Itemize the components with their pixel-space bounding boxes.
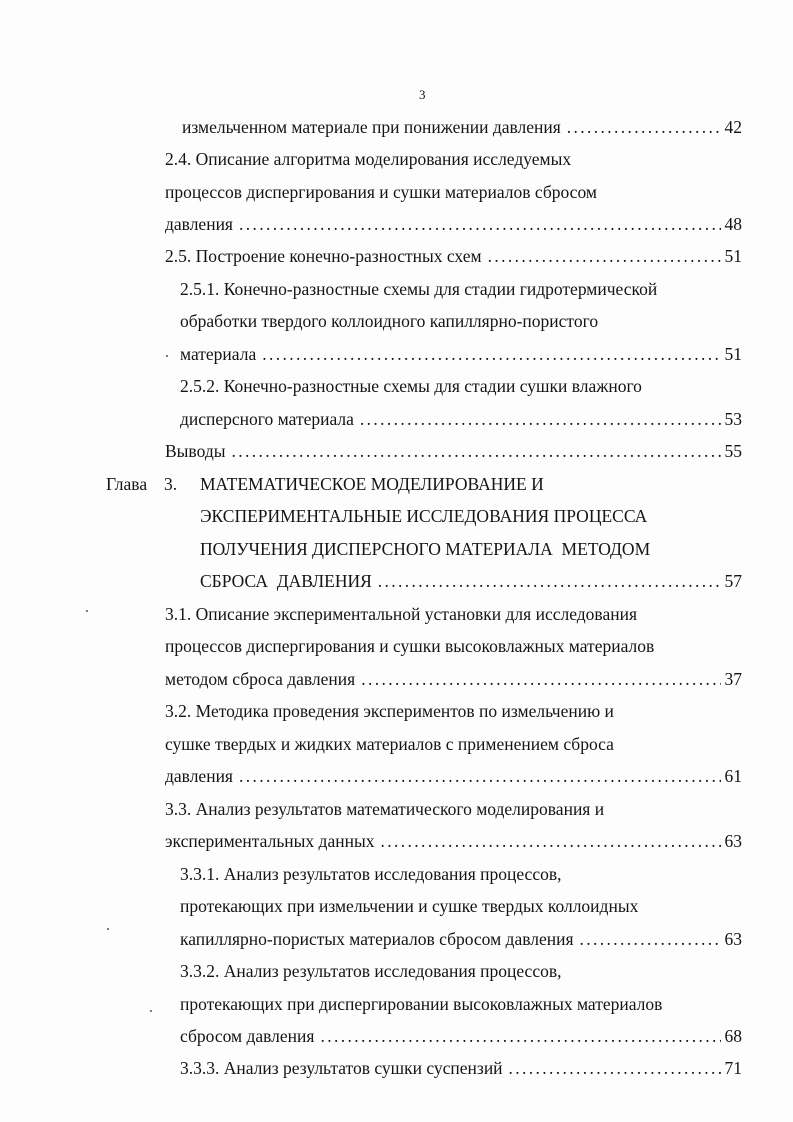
- toc-entry-text: дисперсного материала: [180, 409, 354, 429]
- toc-entry: [165, 667, 742, 691]
- scan-speck: [107, 928, 109, 930]
- toc-entry-page: 51: [724, 344, 742, 364]
- toc-entry-text: 3.3.3. Анализ результатов сушки суспензий: [180, 1058, 503, 1078]
- toc-entry-text: процессов диспергирования и сушки материалов сбросом: [165, 182, 597, 202]
- toc-entry: [180, 927, 742, 951]
- toc-entry-text: капиллярно-пористых материалов сбросом давления: [180, 929, 574, 949]
- dot-leader: [320, 1024, 720, 1048]
- toc-entry: [180, 1024, 742, 1048]
- toc-entry-page: 53: [724, 409, 742, 429]
- toc-entry: [165, 212, 742, 236]
- toc-entry-text: давления: [165, 214, 233, 234]
- toc-entry: [165, 764, 742, 788]
- toc-entry-page: 57: [724, 571, 742, 591]
- toc-entry-text: процессов диспергирования и сушки высоковлажных материалов: [165, 636, 655, 656]
- toc-entry-text: сушке твердых и жидких материалов с применением сброса: [165, 734, 614, 754]
- toc-entry-text: обработки твердого коллоидного капиллярно-пористого: [180, 311, 599, 331]
- chapter-number: 3.: [164, 474, 178, 494]
- toc-entry-text: 3.2. Методика проведения экспериментов по измельчению и: [165, 701, 614, 721]
- dot-leader: [231, 439, 720, 463]
- toc-entry-page: 63: [724, 929, 742, 949]
- toc-entry-page: 68: [724, 1026, 742, 1046]
- chapter-title-line: СБРОСА ДАВЛЕНИЯ: [200, 571, 372, 591]
- toc-entry-text: экспериментальных данных: [165, 831, 375, 851]
- toc-entry-page: 42: [724, 117, 742, 137]
- toc-entry-text: Выводы: [165, 441, 226, 461]
- toc-entry-page: 48: [724, 214, 742, 234]
- toc-entry-text: 3.1. Описание экспериментальной установки для исследования: [165, 604, 637, 624]
- dot-leader: [360, 407, 721, 431]
- toc-entry-text: 2.5.2. Конечно-разностные схемы для стадии сушки влажного: [180, 376, 642, 396]
- dot-leader: [567, 115, 721, 139]
- toc-entry: [180, 1056, 742, 1080]
- dot-leader: [239, 212, 721, 236]
- toc-entry-text: протекающих при измельчении и сушке твердых коллоидных: [180, 896, 639, 916]
- chapter-title-line: ЭКСПЕРИМЕНТАЛЬНЫЕ ИССЛЕДОВАНИЯ ПРОЦЕССА: [200, 506, 648, 526]
- toc-entry-text: 2.5. Построение конечно-разностных схем: [165, 246, 482, 266]
- toc-entry-page: 55: [724, 441, 742, 461]
- dot-leader: [509, 1056, 721, 1080]
- dot-leader: [239, 764, 721, 788]
- toc-entry-page: 61: [724, 766, 742, 786]
- toc-entry-text: 3.3.2. Анализ результатов исследования процессов,: [180, 961, 562, 981]
- scan-speck: [86, 610, 88, 612]
- toc-entry-text: давления: [165, 766, 233, 786]
- toc-entry-text: 3.3.1. Анализ результатов исследования процессов,: [180, 864, 562, 884]
- chapter-title-line: ПОЛУЧЕНИЯ ДИСПЕРСНОГО МАТЕРИАЛА МЕТОДОМ: [200, 539, 651, 559]
- toc-entry: [165, 439, 742, 463]
- chapter-label: Глава: [106, 474, 148, 494]
- dot-leader: [380, 829, 720, 853]
- toc-entry: [182, 115, 742, 139]
- toc-entry-page: 37: [724, 669, 742, 689]
- scan-speck: [150, 1010, 152, 1012]
- toc-entry-text: 3.3. Анализ результатов математического моделирования и: [165, 799, 605, 819]
- toc-entry: [180, 407, 742, 431]
- toc-entry: [180, 342, 742, 366]
- dot-leader: [378, 569, 721, 593]
- toc-entry-text: материала: [180, 344, 257, 364]
- dot-leader: [488, 244, 721, 268]
- toc-entry-text: 2.5.1. Конечно-разностные схемы для стадии гидротермической: [180, 279, 658, 299]
- toc-entry-text: протекающих при диспергировании высоковлажных материалов: [180, 994, 663, 1014]
- page-number: 3: [419, 87, 426, 102]
- toc-entry: [165, 244, 742, 268]
- toc-entry: [200, 569, 742, 593]
- toc-entry-text: сбросом давления: [180, 1026, 315, 1046]
- chapter-title-line: МАТЕМАТИЧЕСКОЕ МОДЕЛИРОВАНИЕ И: [200, 474, 544, 494]
- dot-leader: [580, 927, 721, 951]
- toc-entry-text: измельченном материале при понижении давления: [182, 117, 561, 137]
- scan-speck: [166, 355, 168, 357]
- toc-entry-text: методом сброса давления: [165, 669, 356, 689]
- dot-leader: [361, 667, 720, 691]
- toc-entry-page: 63: [724, 831, 742, 851]
- toc-entry-text: 2.4. Описание алгоритма моделирования исследуемых: [165, 149, 572, 169]
- toc-entry: [165, 829, 742, 853]
- toc-entry-page: 51: [724, 246, 742, 266]
- toc-entry-page: 71: [724, 1058, 742, 1078]
- dot-leader: [262, 342, 720, 366]
